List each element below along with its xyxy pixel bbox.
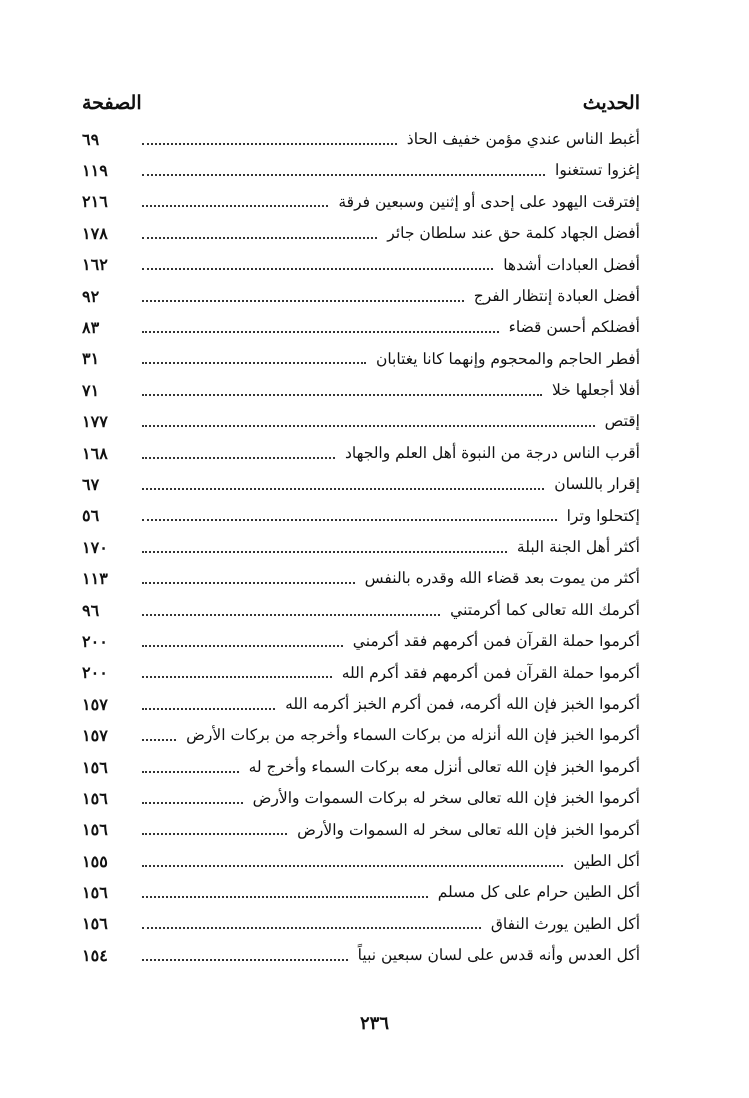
dot-leader [142,394,542,396]
index-entry [82,469,640,500]
dot-leader [142,833,287,835]
page-reference: ١٦٨ [82,443,108,463]
index-entry [82,155,640,186]
hadith-text: أكثر من يموت بعد قضاء الله وقدره بالنفس [364,569,640,588]
page-reference: ٦٧ [82,474,100,494]
dot-leader [142,300,464,302]
page-reference: ١٦٢ [82,255,108,275]
dot-leader [142,519,557,521]
page-reference: ١٥٦ [82,820,108,840]
index-entry [82,375,640,406]
dot-leader [142,237,377,239]
index-entry [82,563,640,594]
page-reference: ٢١٦ [82,192,108,212]
page-reference: ٢٠٠ [82,631,108,651]
index-entry [82,940,640,971]
hadith-column-title: الحديث [582,92,640,114]
page-reference: ١٥٤ [82,945,108,965]
dot-leader [142,645,343,647]
page-reference: ٦٩ [82,129,100,149]
index-entry [82,815,640,846]
dot-leader [142,174,545,176]
index-entry [82,752,640,783]
index-entry [82,438,640,469]
page-reference: ١٥٧ [82,694,108,714]
index-entry [82,124,640,155]
dot-leader [142,927,481,929]
hadith-text: إكتحلوا وترا [566,506,640,525]
page-reference: ١١٩ [82,161,108,181]
hadith-text: أغبط الناس عندي مؤمن خفيف الحاذ [406,129,640,148]
dot-leader [142,457,335,459]
index-entry [82,909,640,940]
page-reference: ٩٦ [82,600,100,620]
index-entry [82,658,640,689]
dot-leader [142,268,493,270]
dot-leader [142,331,499,333]
hadith-index-list [82,124,640,972]
hadith-text: إغزوا تستغنوا [555,161,640,180]
page-reference: ١٥٦ [82,757,108,777]
page-reference: ١٥٦ [82,883,108,903]
hadith-text: أكرموا الخبز فإن الله أكرمه، فمن أكرم الخبز أكرمه الله [285,694,640,713]
hadith-text: إقرار باللسان [554,475,640,494]
dot-leader [142,205,328,207]
index-entry [82,626,640,657]
index-entry [82,312,640,343]
page-reference: ١٥٥ [82,851,108,871]
dot-leader [142,865,563,867]
page-reference: ١٥٦ [82,788,108,808]
dot-leader [142,802,243,804]
hadith-text: أكل العدس وأنه قدس على لسان سبعين نبياً [357,946,640,965]
page-number: ٢٣٦ [359,1013,389,1034]
hadith-text: أفضل العبادة إنتظار الفرج [473,286,640,305]
index-entry [82,595,640,626]
index-entry [82,846,640,877]
page-reference: ١١٣ [82,569,108,589]
dot-leader [142,614,440,616]
index-entry [82,720,640,751]
dot-leader [142,582,355,584]
index-entry [82,877,640,908]
hadith-text: أفضلكم أحسن قضاء [508,318,640,337]
hadith-text: أفطر الحاجم والمحجوم وإنهما كانا يغتابان [375,349,640,368]
index-entry [82,689,640,720]
dot-leader [142,708,275,710]
dot-leader [142,425,595,427]
hadith-text: أكل الطين [573,851,640,870]
hadith-text: أكرموا الخبز فإن الله تعالى أنزل معه بركات السماء وأخرج له [248,757,640,776]
hadith-text: أكرموا حملة القرآن فمن أكرمهم فقد أكرمني [352,632,640,651]
hadith-text: أفضل العبادات أشدها [503,255,640,274]
page-reference: ٧١ [82,380,100,400]
hadith-text: إفترقت اليهود على إحدى أو إثنين وسبعين فرقة [338,192,640,211]
dot-leader [142,896,428,898]
dot-leader [142,143,397,145]
dot-leader [142,551,507,553]
hadith-text: أكرموا الخبز فإن الله تعالى سخر له بركات السموات والأرض [252,789,640,808]
index-entry [82,187,640,218]
page-reference: ٥٦ [82,506,100,526]
page-reference: ٢٠٠ [82,663,108,683]
page-reference: ١٥٧ [82,726,108,746]
hadith-text: أقرب الناس درجة من النبوة أهل العلم والجهاد [344,443,640,462]
hadith-text: أكرموا الخبز فإن الله أنزله من بركات السماء وأخرجه من بركات الأرض [186,726,640,745]
index-entry [82,783,640,814]
hadith-text: أفلا أجعلها خلا [551,381,640,400]
page-reference: ٣١ [82,349,100,369]
page-reference: ١٧٧ [82,412,108,432]
hadith-text: أكل الطين يورث النفاق [490,914,640,933]
page-reference: ١٧٨ [82,223,108,243]
index-entry [82,344,640,375]
hadith-text: إقتص [604,412,640,431]
page-reference: ١٥٦ [82,914,108,934]
index-entry [82,250,640,281]
hadith-text: أفضل الجهاد كلمة حق عند سلطان جائر [387,224,640,243]
column-header [82,86,640,120]
hadith-text: أكثر أهل الجنة البلة [516,538,640,557]
dot-leader [142,676,332,678]
dot-leader [142,362,366,364]
page-reference: ٩٢ [82,286,100,306]
hadith-text: أكرموا الخبز فإن الله تعالى سخر له السموات والأرض [297,820,640,839]
page-reference: ١٧٠ [82,537,108,557]
index-entry [82,501,640,532]
dot-leader [142,959,348,961]
index-entry [82,532,640,563]
hadith-text: أكرموا حملة القرآن فمن أكرمهم فقد أكرم الله [341,663,640,682]
index-entry [82,218,640,249]
page-reference: ٨٣ [82,318,100,338]
dot-leader [142,488,544,490]
dot-leader [142,771,239,773]
index-entry [82,281,640,312]
page-column-title: الصفحة [82,92,142,114]
index-entry [82,407,640,438]
hadith-text: أكل الطين حرام على كل مسلم [437,883,640,902]
hadith-text: أكرمك الله تعالى كما أكرمتني [450,600,640,619]
dot-leader [142,739,176,741]
